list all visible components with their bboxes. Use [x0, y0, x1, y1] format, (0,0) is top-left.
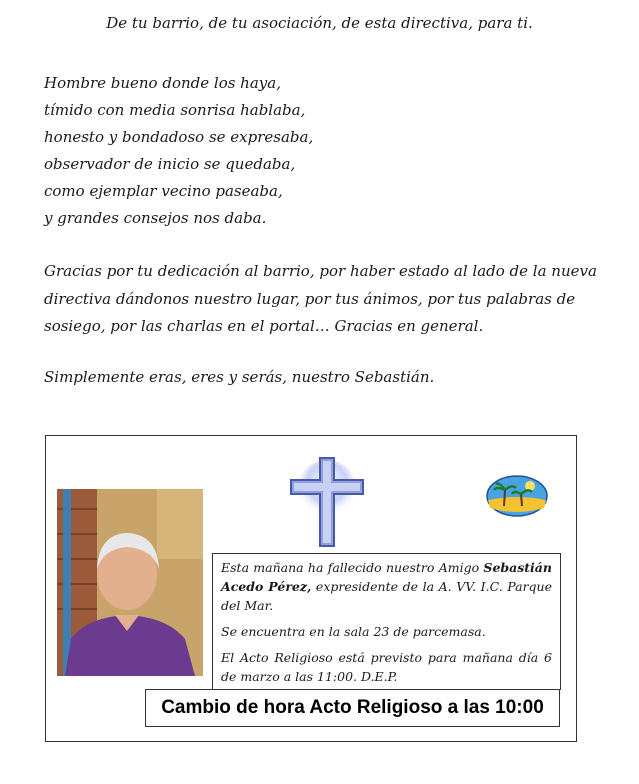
poem-line: honesto y bondadoso se expresaba, [44, 128, 314, 146]
obituary-card [45, 435, 577, 742]
poem-line: observador de inicio se quedaba, [44, 155, 296, 173]
cross-icon [289, 456, 365, 548]
poem-line: tímido con media sonrisa hablaba, [44, 101, 306, 119]
dedication-line: De tu barrio, de tu asociación, de esta directiva, para ti. [106, 14, 533, 32]
poem-line: y grandes consejos nos daba. [44, 209, 267, 227]
notice-paragraph-3: El Acto Religioso está previsto para mañana día 6 de marzo a las 11:00. D.E.P. [221, 650, 552, 684]
thanks-paragraph: Gracias por tu dedicación al barrio, por haber estado al lado de la nueva directiva dándonos nuestro lugar, por tus ánimos, por tus palabras de sosiego, por las charlas en el portal… Gracias en general. [44, 262, 597, 335]
association-logo [482, 472, 552, 530]
notice-paragraph-2: Se encuentra en la sala 23 de parcemasa. [221, 624, 486, 639]
poem-line: como ejemplar vecino paseaba, [44, 182, 283, 200]
notice-paragraph-1 [221, 558, 552, 615]
notice-intro-text: Esta mañana ha fallecido nuestro Amigo [221, 560, 484, 575]
deceased-name: Sebastián Acedo Pérez, [221, 560, 552, 594]
portrait-photo [57, 489, 203, 676]
poem [44, 70, 313, 232]
portrait-image [57, 489, 203, 676]
time-change-banner: Cambio de hora Acto Religioso a las 10:00 [145, 689, 560, 727]
notice-role-text: expresidente de la A. VV. I.C. Parque del Mar. [221, 579, 553, 613]
closing-line: Simplemente eras, eres y serás, nuestro Sebastián. [44, 368, 435, 386]
notice-box [212, 553, 561, 690]
poem-line: Hombre bueno donde los haya, [44, 74, 281, 92]
